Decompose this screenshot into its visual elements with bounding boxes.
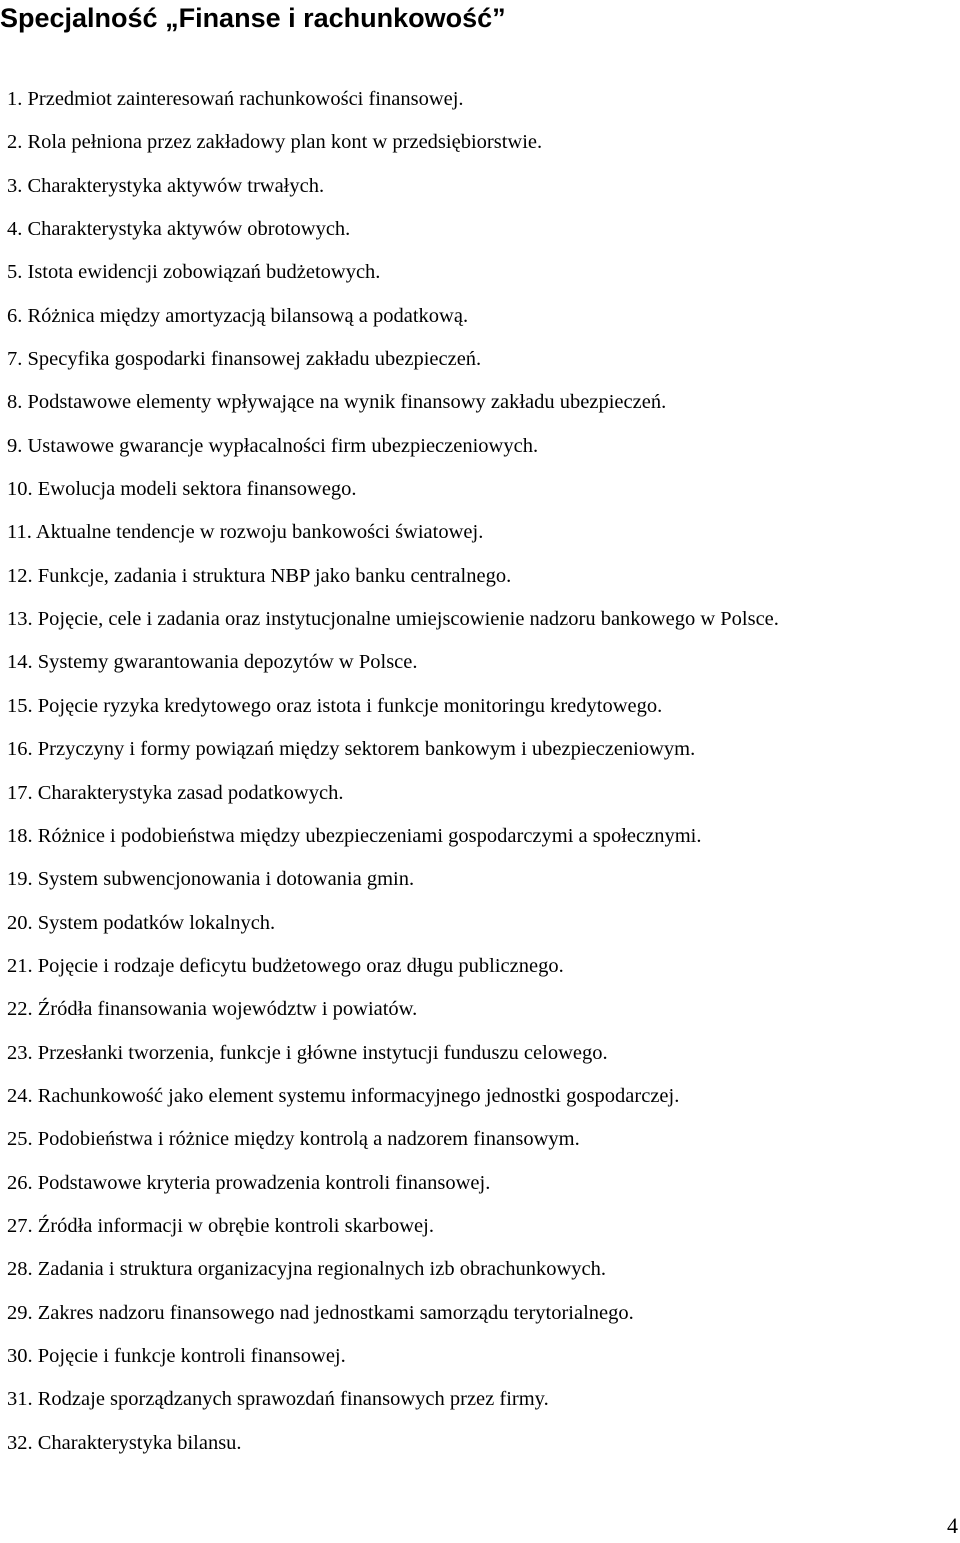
- list-item: 27. Źródła informacji w obrębie kontroli skarbowej.: [7, 1214, 434, 1237]
- list-item: 9. Ustawowe gwarancje wypłacalności firm ubezpieczeniowych.: [7, 434, 539, 457]
- page-title: Specjalność „Finanse i rachunkowość”: [0, 3, 506, 33]
- list-item: 2. Rola pełniona przez zakładowy plan kont w przedsiębiorstwie.: [7, 131, 543, 154]
- list-item: 22. Źródła finansowania województw i powiatów.: [7, 998, 418, 1021]
- list-item: 1. Przedmiot zainteresowań rachunkowości finansowej.: [7, 88, 464, 110]
- list-item: 14. Systemy gwarantowania depozytów w Polsce.: [7, 651, 418, 674]
- list-item: 18. Różnice i podobieństwa między ubezpieczeniami gospodarczymi a społecznymi.: [7, 824, 702, 847]
- list-item: 13. Pojęcie, cele i zadania oraz instytucjonalne umiejscowienie nadzoru bankowego w Polsce.: [7, 608, 779, 631]
- list-item: 25. Podobieństwa i różnice między kontrolą a nadzorem finansowym.: [7, 1128, 580, 1151]
- list-item: 12. Funkcje, zadania i struktura NBP jako banku centralnego.: [7, 564, 512, 587]
- list-item: 3. Charakterystyka aktywów trwałych.: [7, 174, 325, 197]
- list-item: 19. System subwencjonowania i dotowania gmin.: [7, 868, 415, 891]
- list-item: 17. Charakterystyka zasad podatkowych.: [7, 781, 344, 804]
- list-item: 4. Charakterystyka aktywów obrotowych.: [7, 218, 351, 241]
- page-number: 4: [947, 1513, 958, 1538]
- list-item: 8. Podstawowe elementy wpływające na wynik finansowy zakładu ubezpieczeń.: [7, 391, 667, 414]
- list-item: 24. Rachunkowość jako element systemu informacyjnego jednostki gospodarczej.: [7, 1084, 680, 1107]
- list-item: 29. Zakres nadzoru finansowego nad jednostkami samorządu terytorialnego.: [7, 1301, 634, 1324]
- list-item: 20. System podatków lokalnych.: [7, 911, 276, 934]
- list-item: 26. Podstawowe kryteria prowadzenia kontroli finansowej.: [7, 1171, 491, 1194]
- list-item: 5. Istota ewidencji zobowiązań budżetowych.: [7, 261, 381, 284]
- list-item: 7. Specyfika gospodarki finansowej zakładu ubezpieczeń.: [7, 348, 482, 371]
- list-item: 21. Pojęcie i rodzaje deficytu budżetowego oraz długu publicznego.: [7, 954, 564, 977]
- list-item: 6. Różnica między amortyzacją bilansową a podatkową.: [7, 304, 469, 327]
- topic-list: [7, 78, 779, 1465]
- list-item: 16. Przyczyny i formy powiązań między sektorem bankowym i ubezpieczeniowym.: [7, 738, 696, 761]
- list-item: 15. Pojęcie ryzyka kredytowego oraz istota i funkcje monitoringu kredytowego.: [7, 694, 663, 717]
- list-item: 10. Ewolucja modeli sektora finansowego.: [7, 478, 357, 501]
- list-item: 30. Pojęcie i funkcje kontroli finansowej.: [7, 1344, 346, 1367]
- list-item: 11. Aktualne tendencje w rozwoju bankowości światowej.: [7, 521, 484, 544]
- list-item: 31. Rodzaje sporządzanych sprawozdań finansowych przez firmy.: [7, 1388, 549, 1411]
- list-item: 32. Charakterystyka bilansu.: [7, 1431, 242, 1454]
- list-item: 28. Zadania i struktura organizacyjna regionalnych izb obrachunkowych.: [7, 1258, 607, 1281]
- list-item: 23. Przesłanki tworzenia, funkcje i główne instytucji funduszu celowego.: [7, 1041, 608, 1064]
